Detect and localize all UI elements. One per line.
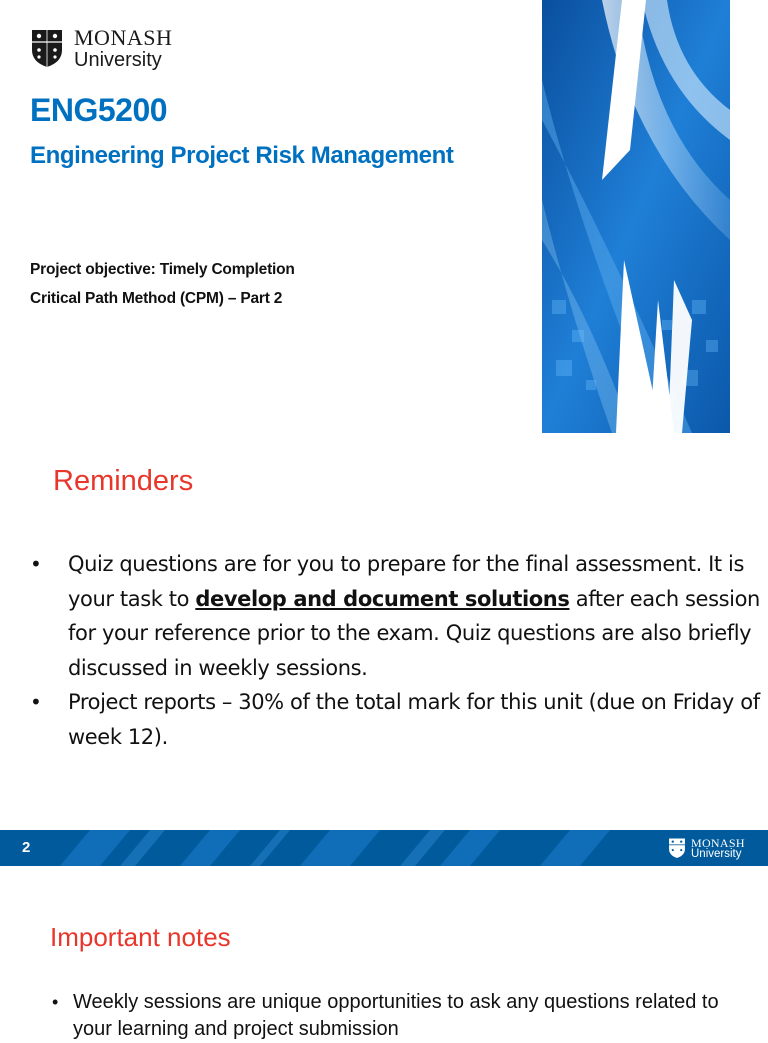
footer-pattern	[0, 830, 768, 866]
important-notes-slide	[0, 866, 768, 1040]
note-text: Weekly sessions are unique opportunities to ask any questions related to your learning and project submission	[73, 991, 719, 1040]
bullet-icon: •	[52, 992, 59, 1012]
monash-logo	[30, 26, 200, 74]
bullet-icon: •	[30, 690, 42, 714]
reminder-emphasis: develop and document solutions	[195, 586, 570, 611]
crest-icon	[30, 28, 64, 68]
logo-name: MONASH	[74, 25, 173, 50]
crest-icon	[668, 837, 686, 859]
list-item	[30, 685, 760, 754]
reminders-heading: Reminders	[53, 465, 194, 497]
page-number: 2	[22, 839, 31, 856]
monash-m-graphic	[542, 0, 730, 433]
list-item	[30, 547, 760, 685]
important-notes-heading: Important notes	[50, 922, 231, 952]
footer-logo-name: MONASH	[691, 836, 745, 850]
course-title: Engineering Project Risk Management	[30, 142, 454, 169]
bullet-icon: •	[30, 552, 42, 576]
slide-footer	[0, 830, 768, 866]
footer-logo	[666, 836, 756, 862]
reminders-slide	[0, 445, 768, 865]
logo-subtitle: University	[74, 49, 162, 71]
important-notes-list	[52, 989, 752, 1043]
footer-logo-subtitle: University	[691, 848, 742, 860]
reminder-text-cont: after each session for your reference prior to the exam. Quiz questions are also briefly discussed in weekly sessions.	[68, 586, 760, 680]
title-slide	[0, 0, 768, 445]
reminders-list	[30, 547, 760, 754]
list-item	[52, 989, 752, 1043]
reminder-text: Project reports – 30% of the total mark for this unit (due on Friday of week 12).	[68, 690, 760, 749]
project-objective: Project objective: Timely Completion	[30, 261, 295, 278]
reminder-text: Quiz questions are for you to prepare for the final assessment. It is your task to	[68, 552, 745, 611]
course-code: ENG5200	[30, 92, 168, 128]
lecture-subtitle: Critical Path Method (CPM) – Part 2	[30, 290, 283, 307]
